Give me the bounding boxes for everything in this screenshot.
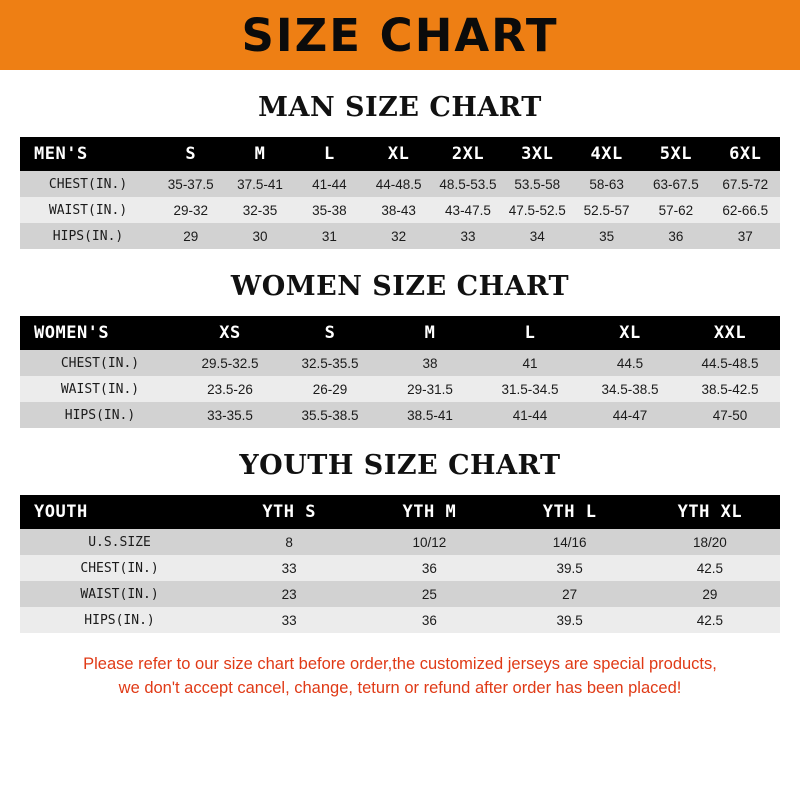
table-cell: 44.5 bbox=[580, 350, 680, 376]
page-title: SIZE CHART bbox=[241, 8, 559, 62]
youth-size-table bbox=[20, 495, 780, 633]
table-cell: 39.5 bbox=[500, 607, 640, 633]
women-header-cell: S bbox=[324, 323, 336, 343]
table-cell: 14/16 bbox=[500, 529, 640, 555]
table-row bbox=[20, 223, 780, 249]
row-label: HIPS(IN.) bbox=[20, 402, 180, 428]
man-table-header-row bbox=[20, 137, 780, 171]
youth-header-cell: YTH XL bbox=[677, 502, 743, 522]
women-header-cell: M bbox=[424, 323, 436, 343]
table-cell: 41-44 bbox=[295, 171, 364, 197]
section-title-youth: YOUTH SIZE CHART bbox=[239, 450, 561, 481]
table-cell: 42.5 bbox=[640, 555, 780, 581]
table-cell: 67.5-72 bbox=[711, 171, 780, 197]
row-label: HIPS(IN.) bbox=[20, 223, 156, 249]
table-cell: 41 bbox=[480, 350, 580, 376]
table-cell: 39.5 bbox=[500, 555, 640, 581]
table-cell: 29-31.5 bbox=[380, 376, 480, 402]
man-header-cell: M bbox=[254, 144, 266, 164]
man-size-table bbox=[20, 137, 780, 249]
row-label: CHEST(IN.) bbox=[20, 555, 219, 581]
table-row bbox=[20, 607, 780, 633]
row-label: WAIST(IN.) bbox=[20, 376, 180, 402]
section-youth bbox=[0, 450, 800, 633]
table-cell: 48.5-53.5 bbox=[433, 171, 502, 197]
man-header-cell: 3XL bbox=[521, 144, 554, 164]
table-cell: 42.5 bbox=[640, 607, 780, 633]
section-man bbox=[0, 92, 800, 249]
table-cell: 35 bbox=[572, 223, 641, 249]
table-cell: 43-47.5 bbox=[433, 197, 502, 223]
youth-header-cell: YTH M bbox=[402, 502, 457, 522]
table-row bbox=[20, 529, 780, 555]
table-row bbox=[20, 350, 780, 376]
table-cell: 35-37.5 bbox=[156, 171, 225, 197]
table-row bbox=[20, 555, 780, 581]
table-cell: 37 bbox=[711, 223, 780, 249]
man-header-cell: S bbox=[185, 144, 197, 164]
man-header-cell: XL bbox=[387, 144, 410, 164]
table-cell: 29.5-32.5 bbox=[180, 350, 280, 376]
women-size-table bbox=[20, 316, 780, 428]
youth-table-header-row bbox=[20, 495, 780, 529]
page-banner bbox=[0, 0, 800, 70]
section-women bbox=[0, 271, 800, 428]
table-cell: 38.5-42.5 bbox=[680, 376, 780, 402]
table-cell: 25 bbox=[359, 581, 499, 607]
man-header-cell: MEN'S bbox=[34, 144, 88, 164]
row-label: WAIST(IN.) bbox=[20, 581, 219, 607]
table-cell: 32-35 bbox=[225, 197, 294, 223]
man-header-cell: 5XL bbox=[659, 144, 692, 164]
women-header-cell: L bbox=[524, 323, 536, 343]
table-cell: 29 bbox=[640, 581, 780, 607]
table-cell: 33 bbox=[219, 555, 359, 581]
row-label: CHEST(IN.) bbox=[20, 171, 156, 197]
table-row bbox=[20, 376, 780, 402]
table-cell: 41-44 bbox=[480, 402, 580, 428]
table-cell: 35.5-38.5 bbox=[280, 402, 380, 428]
women-header-cell: WOMEN'S bbox=[34, 323, 110, 343]
table-cell: 32 bbox=[364, 223, 433, 249]
table-cell: 35-38 bbox=[295, 197, 364, 223]
table-cell: 18/20 bbox=[640, 529, 780, 555]
table-cell: 36 bbox=[641, 223, 710, 249]
table-cell: 30 bbox=[225, 223, 294, 249]
women-table-header-row bbox=[20, 316, 780, 350]
section-title-women: WOMEN SIZE CHART bbox=[230, 271, 570, 302]
man-header-cell: 4XL bbox=[590, 144, 623, 164]
table-cell: 29 bbox=[156, 223, 225, 249]
table-cell: 63-67.5 bbox=[641, 171, 710, 197]
table-cell: 38-43 bbox=[364, 197, 433, 223]
women-header-cell: XXL bbox=[713, 323, 747, 343]
table-cell: 44-47 bbox=[580, 402, 680, 428]
row-label: HIPS(IN.) bbox=[20, 607, 219, 633]
table-cell: 58-63 bbox=[572, 171, 641, 197]
table-row bbox=[20, 197, 780, 223]
footer-note-line-1: Please refer to our size chart before order,the customized jerseys are special products, bbox=[83, 655, 717, 673]
man-header-cell: L bbox=[323, 144, 335, 164]
table-cell: 23 bbox=[219, 581, 359, 607]
table-cell: 29-32 bbox=[156, 197, 225, 223]
table-cell: 34.5-38.5 bbox=[580, 376, 680, 402]
table-row bbox=[20, 581, 780, 607]
table-cell: 27 bbox=[500, 581, 640, 607]
table-cell: 32.5-35.5 bbox=[280, 350, 380, 376]
footer-note-line-2: we don't accept cancel, change, teturn or refund after order has been placed! bbox=[118, 678, 682, 697]
women-header-cell: XL bbox=[619, 323, 641, 343]
man-header-cell: 6XL bbox=[729, 144, 762, 164]
table-cell: 33 bbox=[433, 223, 502, 249]
table-cell: 34 bbox=[503, 223, 572, 249]
table-cell: 37.5-41 bbox=[225, 171, 294, 197]
table-cell: 52.5-57 bbox=[572, 197, 641, 223]
table-cell: 36 bbox=[359, 607, 499, 633]
table-cell: 38.5-41 bbox=[380, 402, 480, 428]
table-cell: 31.5-34.5 bbox=[480, 376, 580, 402]
man-header-cell: 2XL bbox=[451, 144, 485, 164]
table-cell: 36 bbox=[359, 555, 499, 581]
women-header-cell: XS bbox=[219, 323, 241, 343]
table-cell: 38 bbox=[380, 350, 480, 376]
row-label: U.S.SIZE bbox=[20, 529, 219, 555]
table-cell: 10/12 bbox=[359, 529, 499, 555]
row-label: WAIST(IN.) bbox=[20, 197, 156, 223]
footer-note bbox=[20, 653, 780, 701]
table-cell: 23.5-26 bbox=[180, 376, 280, 402]
table-cell: 44.5-48.5 bbox=[680, 350, 780, 376]
table-row bbox=[20, 402, 780, 428]
table-cell: 57-62 bbox=[641, 197, 710, 223]
table-cell: 53.5-58 bbox=[503, 171, 572, 197]
table-cell: 44-48.5 bbox=[364, 171, 433, 197]
youth-header-cell: YOUTH bbox=[34, 502, 88, 522]
table-cell: 31 bbox=[295, 223, 364, 249]
table-row bbox=[20, 171, 780, 197]
youth-header-cell: YTH L bbox=[542, 502, 597, 522]
table-cell: 62-66.5 bbox=[711, 197, 780, 223]
table-cell: 33 bbox=[219, 607, 359, 633]
table-cell: 26-29 bbox=[280, 376, 380, 402]
youth-header-cell: YTH S bbox=[262, 502, 316, 522]
table-cell: 8 bbox=[219, 529, 359, 555]
table-cell: 47-50 bbox=[680, 402, 780, 428]
row-label: CHEST(IN.) bbox=[20, 350, 180, 376]
table-cell: 33-35.5 bbox=[180, 402, 280, 428]
section-title-man: MAN SIZE CHART bbox=[258, 92, 542, 123]
table-cell: 47.5-52.5 bbox=[503, 197, 572, 223]
